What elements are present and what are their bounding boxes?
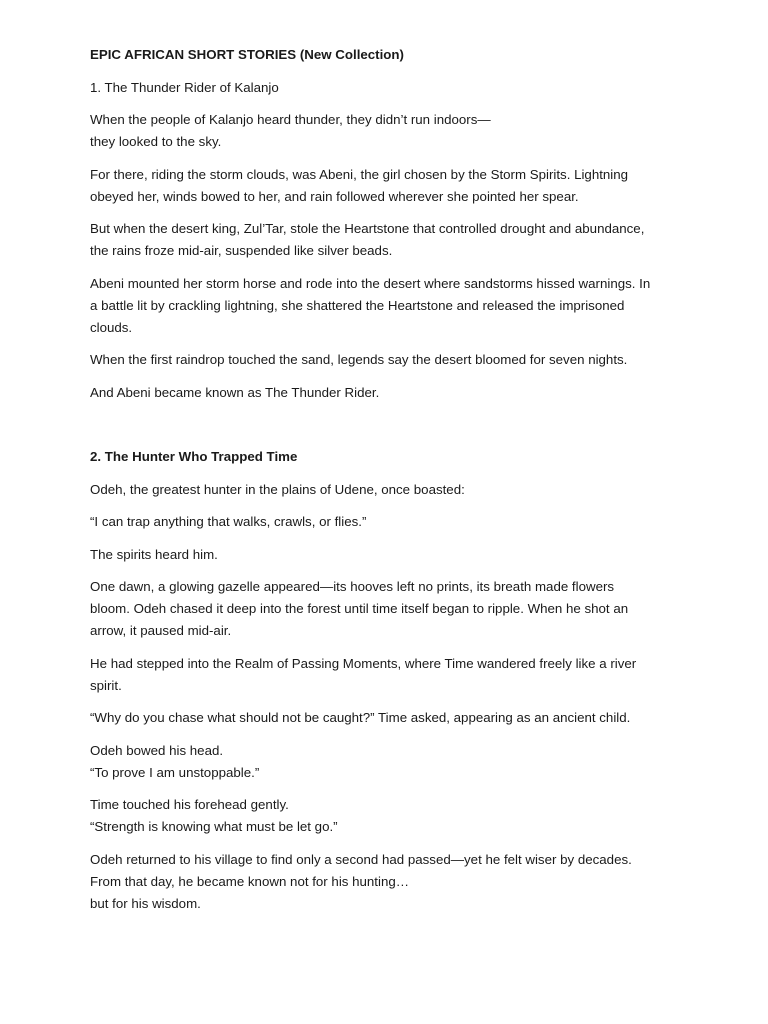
paragraph-line: He had stepped into the Realm of Passing Moments, where Time wandered freely like a river	[90, 655, 637, 671]
story-section	[90, 77, 690, 404]
paragraph-line: When the people of Kalanjo heard thunder, they didn’t run indoors—	[90, 112, 491, 127]
paragraph-line: “Why do you chase what should not be caught?” Time asked, appearing as an ancient child.	[90, 710, 631, 725]
paragraph-line: One dawn, a glowing gazelle appeared—its hooves left no prints, its breath made flowers	[90, 579, 615, 594]
story-paragraph	[90, 707, 690, 729]
story-paragraph	[90, 109, 690, 153]
story-paragraph	[90, 544, 690, 566]
story-section	[90, 446, 690, 915]
paragraph-line: arrow, it paused mid-air.	[90, 623, 232, 638]
paragraph-line: Time touched his forehead gently.	[90, 797, 289, 812]
paragraph-line: From that day, he became known not for his hunting…	[90, 873, 410, 889]
story-paragraph	[90, 218, 690, 262]
paragraph-line: bloom. Odeh chased it deep into the forest until time itself began to ripple. When he shot an	[90, 601, 629, 616]
story-paragraph	[90, 273, 690, 339]
paragraph-line: “I can trap anything that walks, crawls, or flies.”	[90, 514, 367, 529]
paragraph-line: But when the desert king, Zul’Tar, stole the Heartstone that controlled drought and abundance,	[90, 221, 645, 236]
paragraph-line: When the first raindrop touched the sand, legends say the desert bloomed for seven nights.	[90, 352, 628, 367]
story-paragraph	[90, 740, 690, 784]
story-paragraph	[90, 653, 690, 697]
story-paragraph	[90, 479, 690, 501]
paragraph-line: clouds.	[90, 319, 133, 335]
document-page	[90, 44, 690, 925]
paragraph-line: they looked to the sky.	[90, 134, 222, 149]
story-paragraph	[90, 849, 690, 915]
section-spacer	[90, 414, 690, 446]
story-paragraph	[90, 511, 690, 533]
paragraph-line: Odeh returned to his village to find only a second had passed—yet he felt wiser by decades.	[90, 851, 632, 867]
stories-container	[90, 77, 690, 915]
paragraph-line: obeyed her, winds bowed to her, and rain followed wherever she pointed her spear.	[90, 188, 579, 204]
story-paragraph	[90, 382, 690, 404]
paragraph-line: a battle lit by crackling lightning, she shattered the Heartstone and released the imprisoned	[90, 297, 625, 313]
story-paragraph	[90, 164, 690, 208]
story-paragraph	[90, 576, 690, 642]
paragraph-line: Odeh bowed his head.	[90, 742, 224, 758]
paragraph-line: spirit.	[90, 677, 122, 693]
paragraph-line: Odeh, the greatest hunter in the plains of Udene, once boasted:	[90, 481, 465, 497]
paragraph-line: “To prove I am unstoppable.”	[90, 764, 260, 780]
story-heading: 1. The Thunder Rider of Kalanjo	[90, 79, 279, 95]
paragraph-line: the rains froze mid-air, suspended like silver beads.	[90, 243, 393, 258]
paragraph-line: And Abeni became known as The Thunder Rider.	[90, 384, 380, 400]
paragraph-line: but for his wisdom.	[90, 895, 201, 911]
paragraph-line: “Strength is knowing what must be let go.”	[90, 819, 338, 834]
paragraph-line: For there, riding the storm clouds, was Abeni, the girl chosen by the Storm Spirits. Lightning	[90, 166, 629, 182]
story-paragraph	[90, 349, 690, 371]
paragraph-line: Abeni mounted her storm horse and rode into the desert where sandstorms hissed warnings. In	[90, 275, 651, 291]
story-paragraph	[90, 794, 690, 838]
document-title: EPIC AFRICAN SHORT STORIES (New Collection)	[90, 47, 404, 62]
paragraph-line: The spirits heard him.	[90, 546, 218, 562]
story-heading: 2. The Hunter Who Trapped Time	[90, 449, 298, 464]
